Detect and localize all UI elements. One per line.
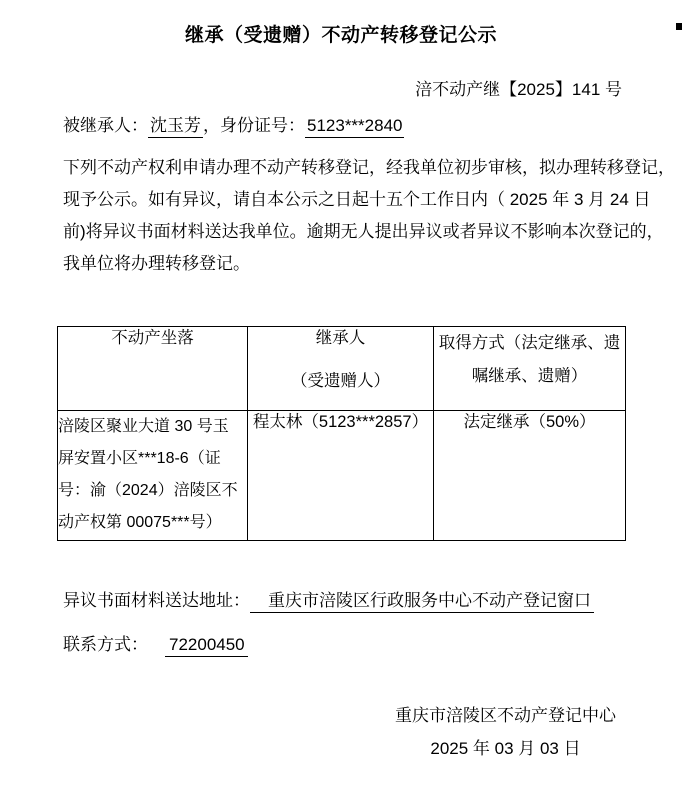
header-cell-method — [434, 327, 626, 411]
notice-paragraph — [63, 152, 675, 280]
header-location-label: 不动产坐落 — [111, 329, 194, 347]
issuing-organization: 重庆市涪陵区不动产登记中心 — [395, 706, 616, 725]
scan-artifact-corner-mark — [676, 23, 682, 30]
decedent-id-value: 5123***2840 — [305, 116, 404, 138]
header-heir-line2: （受遗赠人） — [291, 372, 390, 390]
document-number: 涪不动产继【2025】141 号 — [415, 80, 622, 99]
header-method-line2: 嘱继承、遗赠） — [471, 367, 588, 385]
header-method-line1: 取得方式（法定继承、遗 — [438, 334, 621, 352]
text-line: 我单位将办理转移登记。 — [63, 254, 250, 273]
header-cell-location — [58, 327, 248, 411]
table-row — [58, 411, 626, 541]
text-line: 屏安置小区***18-6（证 — [58, 450, 221, 467]
signature-block — [395, 705, 616, 760]
decedent-line — [63, 115, 622, 138]
notice-document-page — [0, 23, 682, 791]
text-line: 号：渝（2024）涪陵区不 — [58, 482, 238, 499]
issue-date: 2025 年 03 月 03 日 — [430, 739, 581, 758]
text-line: 涪陵区聚业大道 30 号玉 — [58, 418, 229, 435]
objection-address-line — [63, 589, 642, 613]
cell-heir: 程太林（5123***2857） — [248, 411, 434, 541]
decedent-id-label: 身份证号： — [220, 116, 305, 135]
text-line: 下列不动产权利申请办理不动产转移登记，经我单位初步审核，拟办理转移登记， — [63, 158, 675, 177]
objection-address-label: 异议书面材料送达地址： — [63, 591, 250, 610]
page-title: 继承（受遗赠）不动产转移登记公示 — [184, 25, 497, 46]
property-table — [57, 326, 626, 541]
decedent-name: 沈玉芳 — [148, 116, 203, 138]
decedent-label: 被继承人： — [63, 116, 148, 135]
decedent-separator: ， — [203, 116, 220, 135]
text-line: 前)将异议书面材料送达我单位。逾期无人提出异议或者异议不影响本次登记的， — [63, 222, 664, 241]
objection-address-value: 重庆市涪陵区行政服务中心不动产登记窗口 — [250, 591, 594, 613]
text-line: 现予公示。如有异议，请自本公示之日起十五个工作日内（ 2025 年 3 月 24 日 — [63, 190, 651, 209]
text-line: 动产权第 00075***号） — [58, 514, 222, 531]
contact-phone-line — [63, 633, 642, 657]
contact-phone-label: 联系方式： — [63, 635, 148, 654]
cell-property-location — [58, 411, 248, 541]
table-header-row — [58, 327, 626, 411]
header-heir-line1: 继承人 — [315, 329, 366, 347]
cell-acquisition-method: 法定继承（50%） — [434, 411, 626, 541]
header-cell-heir — [248, 327, 434, 411]
contact-phone-value: 72200450 — [165, 635, 248, 657]
